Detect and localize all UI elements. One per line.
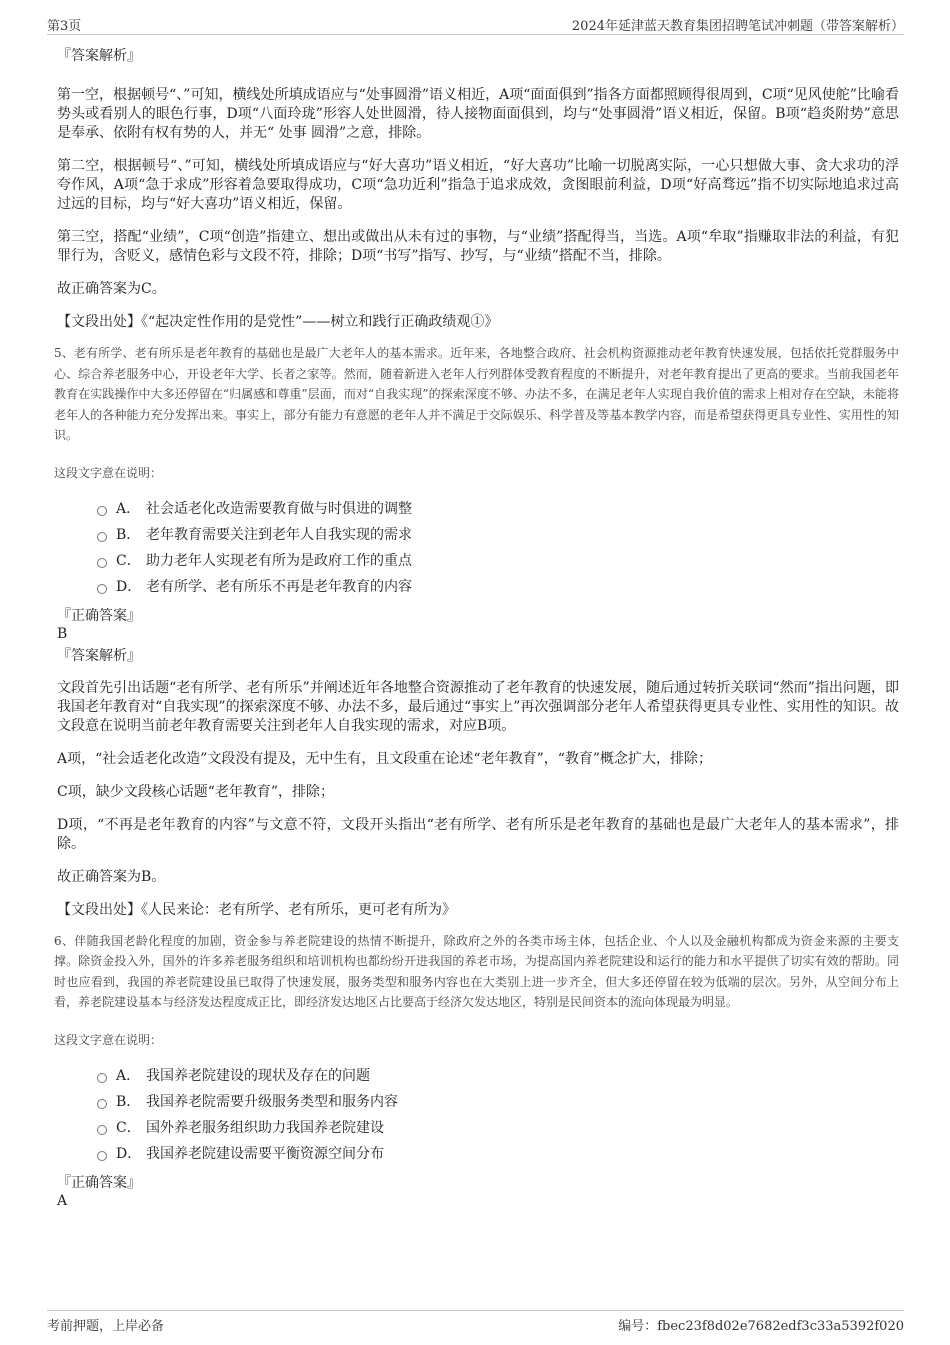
radio-button-icon[interactable] xyxy=(97,506,107,516)
q5-analysis-para: A项，“社会适老化改造”文段没有提及，无中生有，且文段重在论述“老年教育”，“教育”概念扩大，排除； xyxy=(57,750,713,767)
radio-button-icon[interactable] xyxy=(97,1125,107,1135)
radio-button-icon[interactable] xyxy=(97,584,107,594)
option-text: 老年教育需要关注到老年人自我实现的需求 xyxy=(146,526,412,543)
q5-answer-label: 『正确答案』 xyxy=(57,607,141,624)
q5-source: 【文段出处】《人民来论：老有所学、老有所乐，更可老有所为》 xyxy=(57,901,456,918)
page-number: 第3页 xyxy=(47,19,82,34)
q6-option-c[interactable] xyxy=(97,1114,899,1140)
option-letter: B． xyxy=(116,1093,141,1110)
q5-answer: B xyxy=(57,625,68,642)
radio-button-icon[interactable] xyxy=(97,1151,107,1161)
q5-option-d[interactable] xyxy=(97,573,899,599)
option-text: 我国养老院建设的现状及存在的问题 xyxy=(146,1067,370,1084)
document-id: 编号：fbec23f8d02e7682edf3c33a5392f020 xyxy=(618,1319,904,1334)
option-text: 社会适老化改造需要教育做与时俱进的调整 xyxy=(146,500,412,517)
q5-analysis-label: 『答案解析』 xyxy=(57,647,141,664)
q4-analysis-para: 第三空，搭配“业绩”，C项“创造”指建立、想出或做出从未有过的事物，与“业绩”搭配得当，当选。A项“牟取”指赚取非法的利益，有犯罪行为，含贬义，感情色彩与文段不符，排除；D项“书写”指写、抄写，与“业绩”搭配不当，排除。 xyxy=(57,229,899,264)
q5-analysis-para: 文段首先引出话题“老有所学、老有所乐”并阐述近年各地整合资源推动了老年教育的快速发展，随后通过转折关联词“然而”指出问题，即我国老年教育对“自我实现”的探索深度不够、办法不多，最后通过“事实上”再次强调部分老年人希望获得更具专业性、实用性的知识。故文段意在说明当前老年教育需要关注到老年人自我实现的需求，对应B项。 xyxy=(57,679,899,734)
page-header xyxy=(47,12,904,35)
radio-button-icon[interactable] xyxy=(97,1073,107,1083)
q6-option-b[interactable] xyxy=(97,1088,899,1114)
q4-source: 【文段出处】《“起决定性作用的是党性”——树立和践行正确政绩观①》 xyxy=(57,314,499,330)
q4-analysis-label: 『答案解析』 xyxy=(57,48,141,64)
q5-option-b[interactable] xyxy=(97,521,899,547)
q5-option-a[interactable] xyxy=(97,495,899,521)
option-text: 我国养老院需要升级服务类型和服务内容 xyxy=(146,1093,398,1110)
q6-question-text: 6、伴随我国老龄化程度的加剧，资金参与养老院建设的热情不断提升，除政府之外的各类市场主体，包括企业、个人以及金融机构都成为资金来源的主要支撑。除资金投入外，国外的许多养老服务组织和培训机构也都纷纷开进我国的养老市场，为提高国内养老院建设和运行的能力和水平提供了切实有效的帮助。同时也应看到，我国的养老院建设虽已取得了快速发展，服务类型和服务内容也在大类别上进一步齐全，但大多还停留在较为低端的层次。另外，从空间分布上看，养老院建设基本与经济发达程度成正比，即经济发达地区占比要高于经济欠发达地区，特别是民间资本的流向体现最为明显。 xyxy=(54,933,899,1009)
q6-options xyxy=(97,1062,899,1166)
q6-prompt: 这段文字意在说明： xyxy=(54,1032,163,1047)
q6-option-d[interactable] xyxy=(97,1140,899,1166)
option-text: 国外养老服务组织助力我国养老院建设 xyxy=(146,1119,384,1136)
option-letter: D． xyxy=(116,578,142,595)
radio-button-icon[interactable] xyxy=(97,532,107,542)
option-letter: D． xyxy=(116,1145,142,1162)
q5-options xyxy=(97,495,899,599)
q5-question-text: 5、老有所学、老有所乐是老年教育的基础也是最广大老年人的基本需求。近年来，各地整合政府、社会机构资源推动老年教育快速发展，包括依托党群服务中心、综合养老服务中心，开设老年大学、长者之家等。然而，随着新进入老年人行列群体受教育程度的不断提升，对老年教育提出了更高的要求。当前我国老年教育在实践操作中大多还停留在“归属感和尊重”层面，而对“自我实现”的探索深度不够、办法不多，在满足老年人实现自我价值的需求上相对存在空缺，未能将老年人的各种能力充分发挥出来。事实上，部分有能力有意愿的老年人并不满足于交际娱乐、科学普及等基本教学内容，而是希望获得更具专业性、实用性的知识。 xyxy=(54,346,899,442)
q4-analysis-para: 第一空，根据顿号“、”可知，横线处所填成语应与“处事圆滑”语义相近，A项“面面俱到”指各方面都照顾得很周到，C项“见风使舵”比喻看势头或看别人的眼色行事，D项“八面玲珑”形容人处世圆滑，待人接物面面俱到，均与“处事圆滑”语义相近，保留。B项“趋炎附势”意思是奉承、依附有权有势的人，并无“ 处事 圆滑”之意，排除。 xyxy=(57,87,899,141)
q5-option-c[interactable] xyxy=(97,547,899,573)
option-letter: A． xyxy=(116,500,141,517)
q4-conclusion: 故正确答案为C。 xyxy=(57,281,166,297)
q6-option-a[interactable] xyxy=(97,1062,899,1088)
q4-analysis-para: 第二空，根据顿号“、”可知，横线处所填成语应与“好大喜功”语义相近，“好大喜功”比喻一切脱离实际，一心只想做大事、贪大求功的浮夸作风，A项“急于求成”形容着急要取得成功，C项“急功近利”指急于追求成效，贪图眼前利益，D项“好高骛远”指不切实际地追求过高过远的目标，均与“好大喜功”语义相近，保留。 xyxy=(57,158,899,212)
radio-button-icon[interactable] xyxy=(97,558,107,568)
option-letter: A． xyxy=(116,1067,141,1084)
q6-answer-label: 『正确答案』 xyxy=(57,1174,141,1191)
option-text: 老有所学、老有所乐不再是老年教育的内容 xyxy=(146,578,412,595)
document-title: 2024年延津蓝天教育集团招聘笔试冲刺题（带答案解析） xyxy=(571,19,904,34)
q6-answer: A xyxy=(57,1192,68,1209)
option-text: 我国养老院建设需要平衡资源空间分布 xyxy=(146,1145,384,1162)
footer-slogan: 考前押题，上岸必备 xyxy=(47,1319,165,1334)
option-text: 助力老年人实现老有所为是政府工作的重点 xyxy=(146,552,412,569)
page-content xyxy=(54,40,899,1210)
option-letter: B． xyxy=(116,526,141,543)
q5-analysis-para: C项，缺少文段核心话题“老年教育”，排除； xyxy=(57,783,335,800)
q5-conclusion: 故正确答案为B。 xyxy=(57,868,166,885)
option-letter: C． xyxy=(116,552,141,569)
page-footer xyxy=(47,1310,904,1337)
q5-analysis-para: D项，“不再是老年教育的内容”与文意不符，文段开头指出“老有所学、老有所乐是老年教育的基础也是最广大老年人的基本需求”，排除。 xyxy=(57,816,899,852)
radio-button-icon[interactable] xyxy=(97,1099,107,1109)
q5-prompt: 这段文字意在说明： xyxy=(54,465,163,480)
option-letter: C． xyxy=(116,1119,141,1136)
